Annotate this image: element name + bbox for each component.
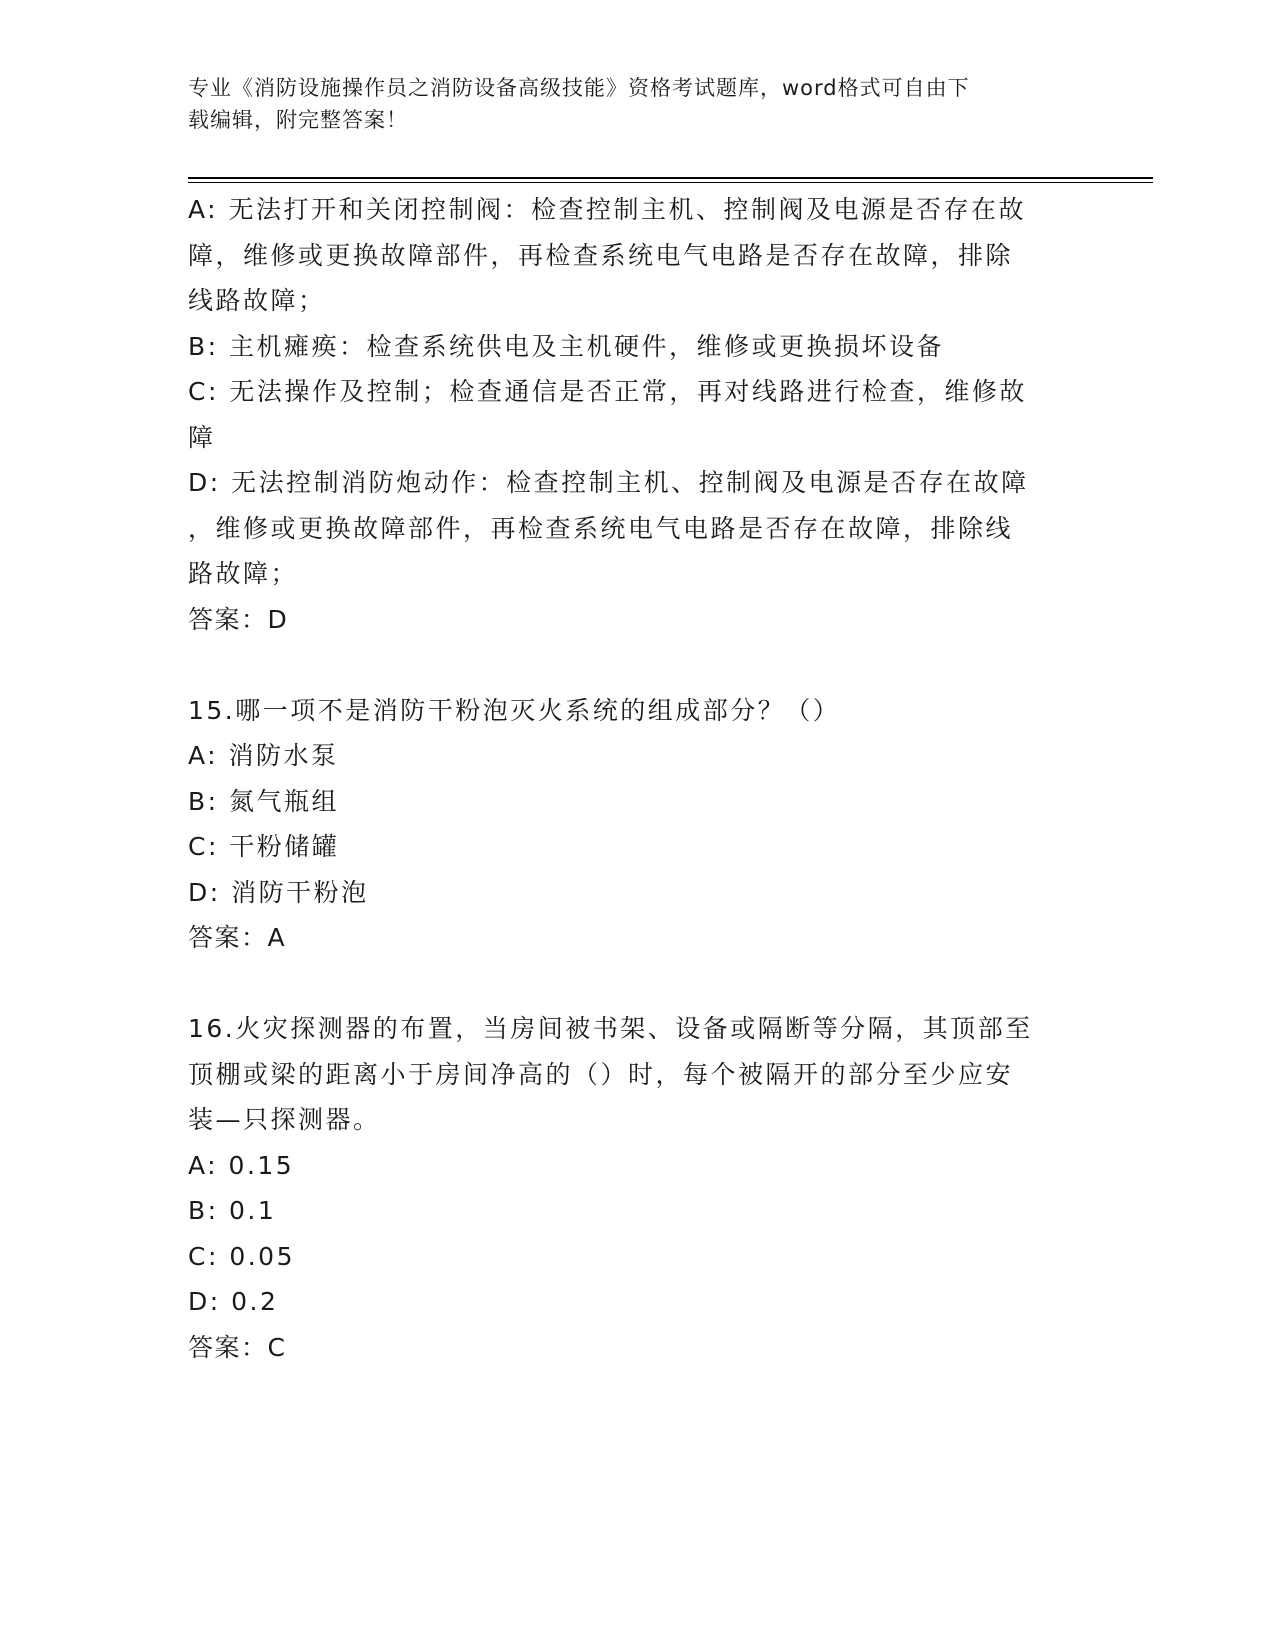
question-16 xyxy=(188,1006,1083,1370)
spacer xyxy=(188,961,1083,1007)
question-text: 15.哪一项不是消防干粉泡灭火系统的组成部分？（） xyxy=(188,695,841,725)
option-b: B: 0.1 xyxy=(188,1196,277,1225)
option-text-line: 障，维修或更换故障部件，再检查系统电气电路是否存在故障，排除 xyxy=(188,240,1014,270)
header-title-line-1: 专业《消防设施操作员之消防设备高级技能》资格考试题库，word格式可自由下 xyxy=(188,76,970,100)
question-text-line: 顶棚或梁的距离小于房间净高的（）时，每个被隔开的部分至少应安 xyxy=(188,1059,1014,1089)
answer: 答案：D xyxy=(188,604,289,634)
option-c xyxy=(188,369,1083,460)
header-rule-thin xyxy=(188,182,1153,183)
option-d: D: 0.2 xyxy=(188,1287,279,1316)
document-header xyxy=(188,72,1073,136)
option-a: A: 消防水泵 xyxy=(188,741,339,770)
answer: 答案：A xyxy=(188,923,287,952)
option-b: B: 主机瘫痪：检查系统供电及主机硬件，维修或更换损坏设备 xyxy=(188,331,945,361)
question-text-line: 16.火灾探测器的布置，当房间被书架、设备或隔断等分隔，其顶部至 xyxy=(188,1014,1033,1043)
answer: 答案：C xyxy=(188,1332,287,1362)
question-14 xyxy=(188,187,1083,642)
option-d: D: 消防干粉泡 xyxy=(188,877,369,907)
header-title-line-2: 载编辑，附完整答案！ xyxy=(188,108,408,132)
option-text-line: ，维修或更换故障部件，再检查系统电气电路是否存在故障，排除线 xyxy=(188,513,1014,543)
option-text-line: D: 无法控制消防炮动作：检查控制主机、控制阀及电源是否存在故障 xyxy=(188,468,1029,497)
question-text xyxy=(188,1006,1083,1143)
option-a: A: 0.15 xyxy=(188,1150,295,1180)
option-b: B: 氮气瓶组 xyxy=(188,786,340,816)
option-text-line: 线路故障； xyxy=(188,286,326,315)
question-15 xyxy=(188,688,1083,961)
option-c: C: 干粉储罐 xyxy=(188,832,340,861)
spacer xyxy=(188,642,1083,688)
option-c: C: 0.05 xyxy=(188,1241,295,1271)
question-content xyxy=(188,187,1083,1370)
option-text-line: 路故障； xyxy=(188,559,299,588)
option-text-line: 障 xyxy=(188,422,216,452)
option-d xyxy=(188,460,1083,597)
question-text-line: 装—只探测器。 xyxy=(188,1105,381,1134)
header-rule-thick xyxy=(188,177,1153,179)
option-a xyxy=(188,187,1083,324)
option-text-line: A: 无法打开和关闭控制阀：检查控制主机、控制阀及电源是否存在故 xyxy=(188,195,1027,224)
option-text-line: C: 无法操作及控制；检查通信是否正常，再对线路进行检查，维修故 xyxy=(188,377,1027,406)
